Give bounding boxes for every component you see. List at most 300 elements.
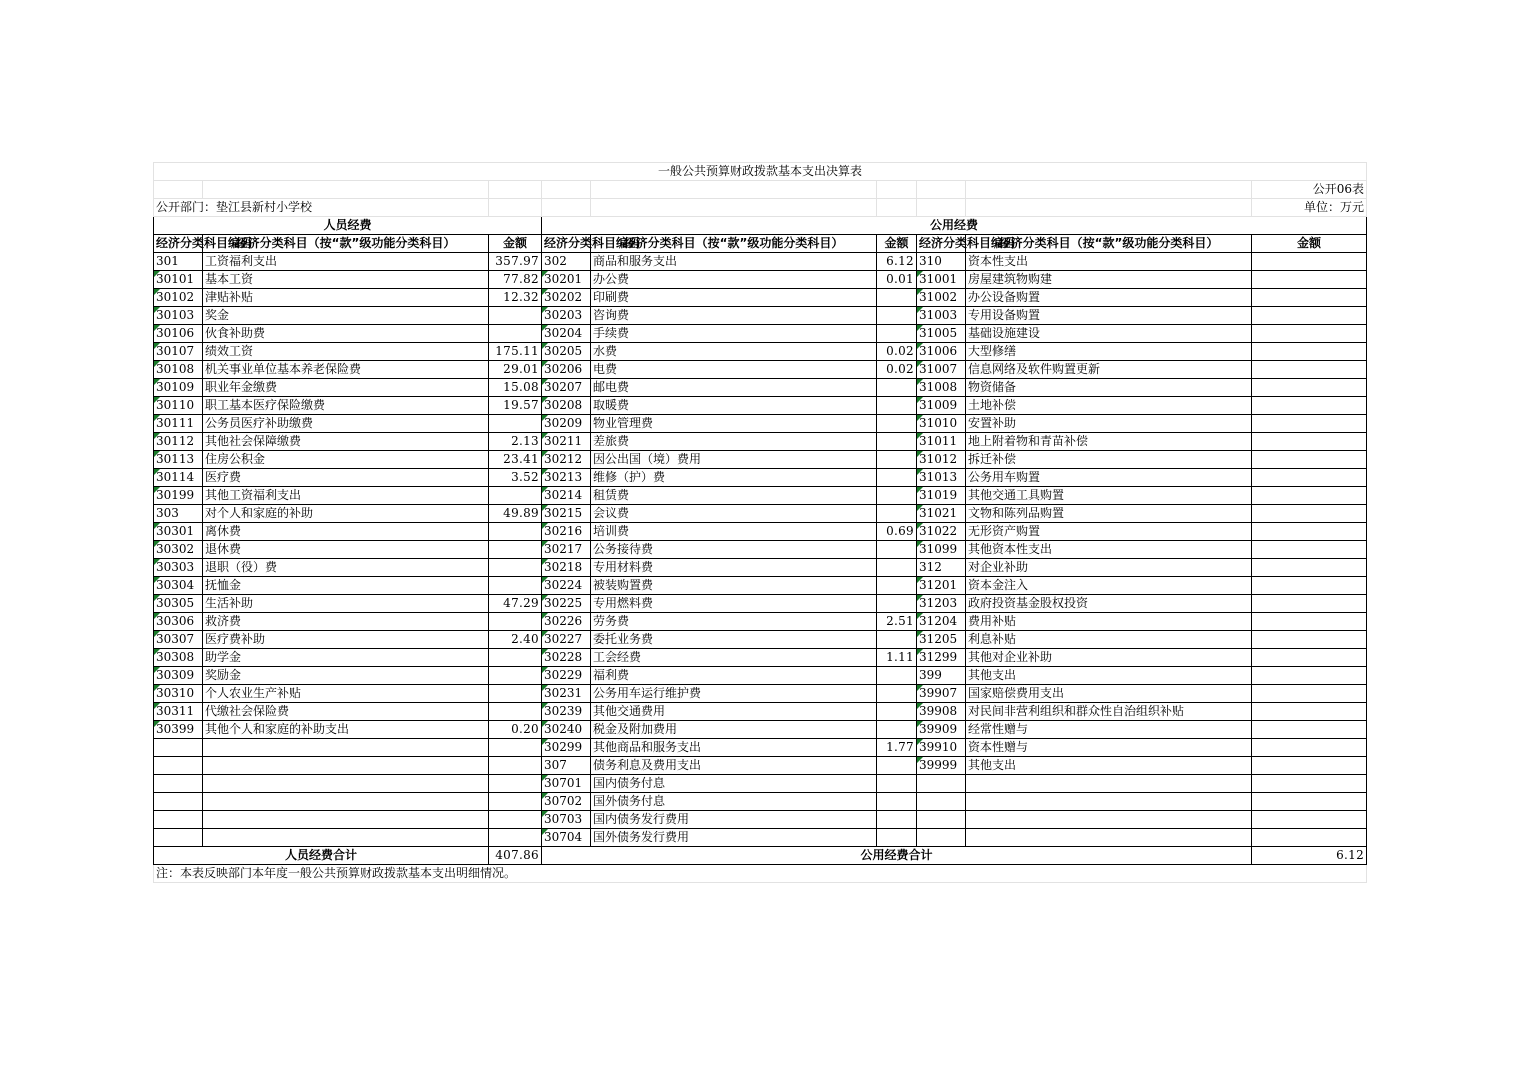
code-cell — [154, 829, 203, 847]
amount-cell: 77.82 — [489, 271, 542, 289]
name-cell: 其他社会保障缴费 — [203, 433, 489, 451]
code-cell: 30302 — [154, 541, 203, 559]
section-public: 公用经费 — [542, 217, 1367, 235]
report-sheet — [153, 162, 1366, 883]
name-cell: 公务用车购置 — [966, 469, 1252, 487]
amount-cell — [1252, 469, 1367, 487]
name-cell: 国内债务发行费用 — [591, 811, 877, 829]
amount-cell — [1252, 577, 1367, 595]
table-row — [154, 829, 1367, 847]
name-cell: 维修（护）费 — [591, 469, 877, 487]
code-cell: 30227 — [542, 631, 591, 649]
amount-cell — [1252, 415, 1367, 433]
header-name-3: 经济分类科目（按“款”级功能分类科目） — [966, 235, 1252, 253]
code-cell: 30107 — [154, 343, 203, 361]
amount-cell — [1252, 667, 1367, 685]
amount-cell — [489, 613, 542, 631]
code-cell: 31003 — [917, 307, 966, 325]
name-cell — [203, 775, 489, 793]
amount-cell — [489, 757, 542, 775]
amount-cell — [489, 703, 542, 721]
code-cell: 31022 — [917, 523, 966, 541]
amount-cell — [877, 325, 917, 343]
amount-cell — [1252, 739, 1367, 757]
code-cell: 39907 — [917, 685, 966, 703]
code-cell: 30113 — [154, 451, 203, 469]
name-cell: 生活补助 — [203, 595, 489, 613]
department-label: 公开部门：垫江县新村小学校 — [154, 199, 489, 217]
code-cell: 31299 — [917, 649, 966, 667]
name-cell: 委托业务费 — [591, 631, 877, 649]
amount-cell — [1252, 271, 1367, 289]
form-number: 公开06表 — [1252, 181, 1367, 199]
name-cell: 代缴社会保险费 — [203, 703, 489, 721]
code-cell: 30311 — [154, 703, 203, 721]
code-cell: 30299 — [542, 739, 591, 757]
name-cell — [203, 757, 489, 775]
name-cell: 无形资产购置 — [966, 523, 1252, 541]
amount-cell — [877, 685, 917, 703]
amount-cell: 29.01 — [489, 361, 542, 379]
name-cell: 差旅费 — [591, 433, 877, 451]
code-cell: 30202 — [542, 289, 591, 307]
table-row — [154, 541, 1367, 559]
code-cell: 310 — [917, 253, 966, 271]
header-amount-2: 金额 — [877, 235, 917, 253]
name-cell: 文物和陈列品购置 — [966, 505, 1252, 523]
name-cell: 其他个人和家庭的补助支出 — [203, 721, 489, 739]
amount-cell — [877, 451, 917, 469]
table-row — [154, 433, 1367, 451]
amount-cell: 15.08 — [489, 379, 542, 397]
code-cell: 30208 — [542, 397, 591, 415]
code-cell: 31001 — [917, 271, 966, 289]
code-cell: 30108 — [154, 361, 203, 379]
code-cell: 30308 — [154, 649, 203, 667]
name-cell: 利息补贴 — [966, 631, 1252, 649]
personnel-total-value: 407.86 — [489, 847, 542, 865]
code-cell: 30109 — [154, 379, 203, 397]
code-cell: 30110 — [154, 397, 203, 415]
name-cell — [203, 811, 489, 829]
table-row — [154, 379, 1367, 397]
amount-cell — [1252, 397, 1367, 415]
name-cell: 印刷费 — [591, 289, 877, 307]
code-cell: 31006 — [917, 343, 966, 361]
amount-cell — [1252, 505, 1367, 523]
name-cell: 助学金 — [203, 649, 489, 667]
amount-cell — [1252, 757, 1367, 775]
name-cell: 专用燃料费 — [591, 595, 877, 613]
amount-cell — [877, 469, 917, 487]
amount-cell — [489, 739, 542, 757]
amount-cell: 0.02 — [877, 361, 917, 379]
table-row — [154, 577, 1367, 595]
amount-cell — [1252, 829, 1367, 847]
code-cell: 30106 — [154, 325, 203, 343]
amount-cell: 2.51 — [877, 613, 917, 631]
amount-cell — [489, 541, 542, 559]
code-cell: 31021 — [917, 505, 966, 523]
code-cell: 30306 — [154, 613, 203, 631]
name-cell: 税金及附加费用 — [591, 721, 877, 739]
amount-cell — [489, 325, 542, 343]
name-cell — [966, 829, 1252, 847]
code-cell: 30229 — [542, 667, 591, 685]
amount-cell — [489, 649, 542, 667]
public-total-value: 6.12 — [1252, 847, 1367, 865]
name-cell: 津贴补贴 — [203, 289, 489, 307]
name-cell: 国外债务发行费用 — [591, 829, 877, 847]
name-cell: 拆迁补偿 — [966, 451, 1252, 469]
amount-cell — [489, 829, 542, 847]
amount-cell — [489, 523, 542, 541]
code-cell: 30102 — [154, 289, 203, 307]
name-cell: 其他对企业补助 — [966, 649, 1252, 667]
amount-cell — [1252, 451, 1367, 469]
name-cell: 信息网络及软件购置更新 — [966, 361, 1252, 379]
table-row — [154, 703, 1367, 721]
amount-cell — [877, 379, 917, 397]
code-cell: 30209 — [542, 415, 591, 433]
amount-cell — [1252, 703, 1367, 721]
code-cell: 30703 — [542, 811, 591, 829]
name-cell: 资本金注入 — [966, 577, 1252, 595]
name-cell: 工会经费 — [591, 649, 877, 667]
amount-cell — [877, 541, 917, 559]
code-cell — [917, 793, 966, 811]
amount-cell — [877, 793, 917, 811]
code-cell: 39999 — [917, 757, 966, 775]
code-cell: 30239 — [542, 703, 591, 721]
table-row — [154, 775, 1367, 793]
amount-cell: 0.02 — [877, 343, 917, 361]
code-cell: 31099 — [917, 541, 966, 559]
name-cell: 资本性赠与 — [966, 739, 1252, 757]
code-cell: 30307 — [154, 631, 203, 649]
name-cell — [966, 793, 1252, 811]
code-cell: 30205 — [542, 343, 591, 361]
code-cell: 312 — [917, 559, 966, 577]
name-cell: 国内债务付息 — [591, 775, 877, 793]
name-cell: 医疗费补助 — [203, 631, 489, 649]
table-row — [154, 307, 1367, 325]
table-row — [154, 811, 1367, 829]
code-cell: 31204 — [917, 613, 966, 631]
amount-cell — [877, 721, 917, 739]
code-cell: 30207 — [542, 379, 591, 397]
table-row — [154, 343, 1367, 361]
code-cell: 31205 — [917, 631, 966, 649]
name-cell: 因公出国（境）费用 — [591, 451, 877, 469]
code-cell: 30112 — [154, 433, 203, 451]
amount-cell: 0.20 — [489, 721, 542, 739]
table-row — [154, 505, 1367, 523]
name-cell: 土地补偿 — [966, 397, 1252, 415]
name-cell: 取暖费 — [591, 397, 877, 415]
amount-cell — [489, 793, 542, 811]
amount-cell — [877, 829, 917, 847]
code-cell: 303 — [154, 505, 203, 523]
amount-cell — [877, 505, 917, 523]
amount-cell: 1.11 — [877, 649, 917, 667]
code-cell: 39909 — [917, 721, 966, 739]
code-cell: 39910 — [917, 739, 966, 757]
public-total-label: 公用经费合计 — [542, 847, 1252, 865]
header-amount-3: 金额 — [1252, 235, 1367, 253]
name-cell: 对民间非营利组织和群众性自治组织补贴 — [966, 703, 1252, 721]
code-cell: 30399 — [154, 721, 203, 739]
amount-cell — [489, 811, 542, 829]
name-cell: 其他工资福利支出 — [203, 487, 489, 505]
table-row — [154, 649, 1367, 667]
amount-cell — [877, 433, 917, 451]
name-cell: 水费 — [591, 343, 877, 361]
code-cell — [154, 757, 203, 775]
table-row — [154, 253, 1367, 271]
amount-cell — [489, 685, 542, 703]
amount-cell: 3.52 — [489, 469, 542, 487]
code-cell: 302 — [542, 253, 591, 271]
name-cell: 奖励金 — [203, 667, 489, 685]
table-row — [154, 469, 1367, 487]
amount-cell — [489, 577, 542, 595]
code-cell — [917, 811, 966, 829]
name-cell: 职工基本医疗保险缴费 — [203, 397, 489, 415]
code-cell: 30310 — [154, 685, 203, 703]
amount-cell — [1252, 685, 1367, 703]
name-cell: 物资储备 — [966, 379, 1252, 397]
table-row — [154, 685, 1367, 703]
code-cell: 30228 — [542, 649, 591, 667]
name-cell: 国家赔偿费用支出 — [966, 685, 1252, 703]
amount-cell — [877, 775, 917, 793]
code-cell: 30304 — [154, 577, 203, 595]
name-cell: 债务利息及费用支出 — [591, 757, 877, 775]
amount-cell — [1252, 433, 1367, 451]
header-name-1: 经济分类科目（按“款”级功能分类科目） — [203, 235, 489, 253]
name-cell: 福利费 — [591, 667, 877, 685]
unit-label: 单位：万元 — [1252, 199, 1367, 217]
code-cell: 31019 — [917, 487, 966, 505]
table-row — [154, 397, 1367, 415]
table-row — [154, 415, 1367, 433]
name-cell: 安置补助 — [966, 415, 1252, 433]
code-cell: 30103 — [154, 307, 203, 325]
amount-cell — [1252, 361, 1367, 379]
name-cell: 资本性支出 — [966, 253, 1252, 271]
name-cell: 公务员医疗补助缴费 — [203, 415, 489, 433]
amount-cell — [1252, 811, 1367, 829]
name-cell: 住房公积金 — [203, 451, 489, 469]
amount-cell — [877, 703, 917, 721]
table-row — [154, 325, 1367, 343]
amount-cell — [1252, 775, 1367, 793]
amount-cell — [1252, 307, 1367, 325]
name-cell: 奖金 — [203, 307, 489, 325]
table-row — [154, 595, 1367, 613]
name-cell: 抚恤金 — [203, 577, 489, 595]
table-row — [154, 289, 1367, 307]
amount-cell — [877, 811, 917, 829]
name-cell: 其他资本性支出 — [966, 541, 1252, 559]
name-cell: 公务接待费 — [591, 541, 877, 559]
amount-cell — [1252, 523, 1367, 541]
name-cell: 对个人和家庭的补助 — [203, 505, 489, 523]
name-cell: 费用补贴 — [966, 613, 1252, 631]
name-cell: 咨询费 — [591, 307, 877, 325]
code-cell: 31010 — [917, 415, 966, 433]
code-cell: 30212 — [542, 451, 591, 469]
table-row — [154, 523, 1367, 541]
budget-table — [153, 162, 1367, 883]
amount-cell — [1252, 559, 1367, 577]
table-note: 注：本表反映部门本年度一般公共预算财政拨款基本支出明细情况。 — [154, 865, 1367, 883]
name-cell: 邮电费 — [591, 379, 877, 397]
code-cell: 31009 — [917, 397, 966, 415]
code-cell — [154, 739, 203, 757]
name-cell: 电费 — [591, 361, 877, 379]
code-cell: 30111 — [154, 415, 203, 433]
name-cell: 手续费 — [591, 325, 877, 343]
name-cell: 商品和服务支出 — [591, 253, 877, 271]
code-cell: 30101 — [154, 271, 203, 289]
code-cell: 30199 — [154, 487, 203, 505]
code-cell: 399 — [917, 667, 966, 685]
code-cell — [154, 811, 203, 829]
code-cell: 31005 — [917, 325, 966, 343]
table-row — [154, 451, 1367, 469]
table-row — [154, 721, 1367, 739]
code-cell: 307 — [542, 757, 591, 775]
amount-cell: 0.69 — [877, 523, 917, 541]
table-row — [154, 271, 1367, 289]
name-cell: 其他支出 — [966, 757, 1252, 775]
amount-cell: 49.89 — [489, 505, 542, 523]
amount-cell: 175.11 — [489, 343, 542, 361]
name-cell: 个人农业生产补贴 — [203, 685, 489, 703]
amount-cell — [877, 487, 917, 505]
amount-cell — [1252, 487, 1367, 505]
amount-cell: 19.57 — [489, 397, 542, 415]
amount-cell — [877, 307, 917, 325]
amount-cell: 23.41 — [489, 451, 542, 469]
code-cell: 30206 — [542, 361, 591, 379]
code-cell: 30309 — [154, 667, 203, 685]
page-title: 一般公共预算财政拨款基本支出决算表 — [154, 163, 1367, 181]
code-cell: 30702 — [542, 793, 591, 811]
name-cell: 其他交通费用 — [591, 703, 877, 721]
amount-cell — [1252, 721, 1367, 739]
amount-cell — [1252, 343, 1367, 361]
name-cell — [203, 829, 489, 847]
amount-cell — [1252, 541, 1367, 559]
name-cell: 救济费 — [203, 613, 489, 631]
code-cell: 30224 — [542, 577, 591, 595]
amount-cell — [877, 577, 917, 595]
code-cell: 30203 — [542, 307, 591, 325]
amount-cell — [877, 631, 917, 649]
amount-cell — [1252, 253, 1367, 271]
name-cell: 工资福利支出 — [203, 253, 489, 271]
code-cell: 30226 — [542, 613, 591, 631]
amount-cell: 357.97 — [489, 253, 542, 271]
code-cell — [917, 775, 966, 793]
header-code-1: 经济分类科目编码 — [154, 235, 203, 253]
name-cell: 绩效工资 — [203, 343, 489, 361]
amount-cell — [489, 667, 542, 685]
code-cell: 31203 — [917, 595, 966, 613]
code-cell: 39908 — [917, 703, 966, 721]
amount-cell — [1252, 289, 1367, 307]
code-cell: 30231 — [542, 685, 591, 703]
amount-cell: 0.01 — [877, 271, 917, 289]
code-cell — [154, 775, 203, 793]
code-cell: 30215 — [542, 505, 591, 523]
name-cell: 机关事业单位基本养老保险费 — [203, 361, 489, 379]
amount-cell — [1252, 631, 1367, 649]
name-cell: 国外债务付息 — [591, 793, 877, 811]
name-cell: 伙食补助费 — [203, 325, 489, 343]
header-code-3: 经济分类科目编码 — [917, 235, 966, 253]
table-row — [154, 487, 1367, 505]
name-cell: 对企业补助 — [966, 559, 1252, 577]
code-cell: 30305 — [154, 595, 203, 613]
table-row — [154, 631, 1367, 649]
amount-cell — [877, 595, 917, 613]
amount-cell — [877, 559, 917, 577]
amount-cell — [1252, 649, 1367, 667]
name-cell: 医疗费 — [203, 469, 489, 487]
code-cell: 301 — [154, 253, 203, 271]
name-cell: 办公设备购置 — [966, 289, 1252, 307]
code-cell: 30303 — [154, 559, 203, 577]
name-cell: 被装购置费 — [591, 577, 877, 595]
code-cell: 30217 — [542, 541, 591, 559]
code-cell — [154, 793, 203, 811]
amount-cell: 2.40 — [489, 631, 542, 649]
name-cell: 培训费 — [591, 523, 877, 541]
code-cell: 31008 — [917, 379, 966, 397]
name-cell: 退休费 — [203, 541, 489, 559]
name-cell: 办公费 — [591, 271, 877, 289]
section-personnel: 人员经费 — [154, 217, 542, 235]
amount-cell — [877, 289, 917, 307]
name-cell: 公务用车运行维护费 — [591, 685, 877, 703]
name-cell: 租赁费 — [591, 487, 877, 505]
amount-cell — [1252, 379, 1367, 397]
code-cell: 30225 — [542, 595, 591, 613]
amount-cell — [877, 397, 917, 415]
amount-cell — [1252, 793, 1367, 811]
amount-cell — [489, 775, 542, 793]
header-code-2: 经济分类科目编码 — [542, 235, 591, 253]
name-cell — [203, 739, 489, 757]
personnel-total-label: 人员经费合计 — [154, 847, 489, 865]
name-cell: 其他支出 — [966, 667, 1252, 685]
amount-cell — [877, 415, 917, 433]
name-cell: 会议费 — [591, 505, 877, 523]
code-cell: 31002 — [917, 289, 966, 307]
name-cell: 退职（役）费 — [203, 559, 489, 577]
code-cell: 30213 — [542, 469, 591, 487]
amount-cell — [489, 415, 542, 433]
amount-cell — [1252, 595, 1367, 613]
code-cell: 30218 — [542, 559, 591, 577]
code-cell: 30204 — [542, 325, 591, 343]
code-cell: 31011 — [917, 433, 966, 451]
amount-cell — [1252, 613, 1367, 631]
